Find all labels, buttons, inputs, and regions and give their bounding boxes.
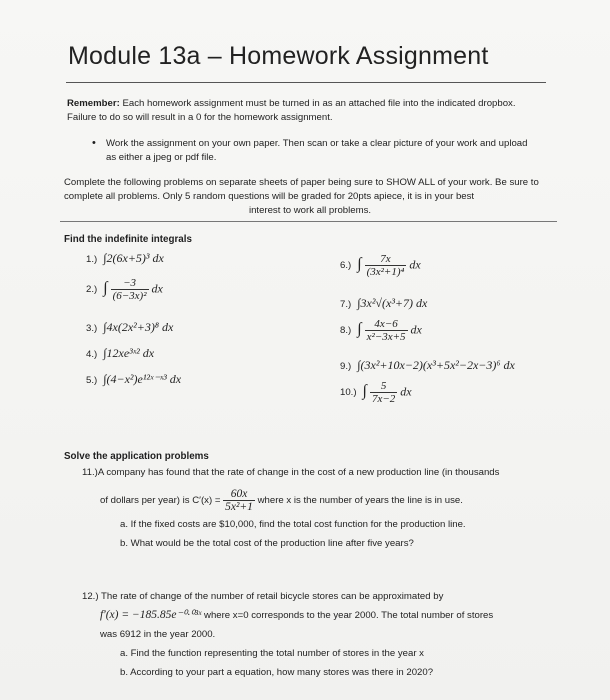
numerator: −3	[111, 277, 149, 290]
numerator: 4x−6	[365, 318, 408, 331]
problem-12-part-a: a. Find the function representing the total number of stores in the year x	[120, 648, 424, 659]
fraction	[365, 318, 408, 343]
remember-note	[67, 97, 537, 125]
numerator: 7x	[365, 253, 407, 266]
page-title: Module 13a – Homework Assignment	[68, 42, 489, 70]
problem-11-line1: 11.)A company has found that the rate of change in the cost of a new production line (in thousands	[82, 467, 500, 478]
fraction	[370, 380, 397, 405]
problem-11-part-b: b. What would be the total cost of the production line after five years?	[120, 538, 414, 549]
problem-12-part-b: b. According to your part a equation, how many stores was there in 2020?	[120, 667, 434, 678]
integrals-heading: Find the indefinite integrals	[64, 234, 192, 245]
problem-2	[86, 277, 163, 302]
denominator: (6−3x)²	[112, 290, 147, 302]
denominator: x²−3x+5	[366, 331, 406, 343]
problem-expression: ∫12xe³ˣ² dx	[103, 346, 155, 360]
fraction	[111, 277, 149, 302]
problem-8	[340, 318, 422, 343]
differential: dx	[409, 257, 421, 272]
problem-10	[340, 380, 412, 405]
problem-number: 9.)	[340, 361, 352, 372]
remember-text: Each homework assignment must be turned in as an attached file into the indicated dropbox. Failure to do so will result in a 0 for the homework assignment.	[67, 98, 516, 123]
problem-1	[86, 251, 164, 266]
problem-expression: ∫3x²√(x³+7) dx	[357, 296, 428, 310]
problem-11-suffix: where x is the number of years the line is in use.	[257, 495, 463, 507]
integral-sign: ∫	[103, 279, 108, 297]
problem-number: 7.)	[340, 299, 352, 310]
instructions-text: Complete the following problems on separate sheets of paper being sure to SHOW ALL of your work. Be sure to complete all problems. Only 5 random questions will be graded for 20pts apiece, it is in your best	[64, 177, 539, 202]
problem-12-suffix: where x=0 corresponds to the year 2000. The total number of stores	[204, 610, 494, 621]
problem-9	[340, 358, 515, 373]
cost-rate-fraction	[223, 488, 255, 513]
problem-number: 10.)	[340, 387, 357, 399]
instructions-divider	[60, 221, 557, 222]
problem-6	[340, 253, 421, 278]
fraction	[365, 253, 407, 278]
problem-number: 6.)	[340, 260, 352, 272]
problem-number: 3.)	[86, 323, 98, 334]
problem-7	[340, 296, 427, 311]
problem-12-line3: was 6912 in the year 2000.	[100, 629, 216, 640]
problem-expression: ∫4x(2x²+3)⁸ dx	[103, 320, 174, 334]
applications-heading: Solve the application problems	[64, 451, 209, 462]
numerator: 60x	[223, 488, 255, 501]
denominator: 5x²+1	[225, 501, 253, 513]
differential: dx	[410, 322, 422, 337]
integral-sign: ∫	[357, 255, 362, 273]
remember-label: Remember:	[67, 98, 120, 109]
problem-number: 2.)	[86, 284, 98, 296]
problem-12-line2	[100, 609, 493, 622]
instructions-center: interest to work all problems.	[248, 205, 372, 216]
title-divider	[66, 82, 546, 83]
store-rate-formula: f′(x) = −185.85e⁻⁰·⁰³ˣ	[100, 609, 202, 621]
problem-11-line2	[100, 488, 463, 513]
problem-expression: ∫(4−x²)e¹²ˣ⁻ˣ³ dx	[103, 372, 182, 386]
problem-expression: ∫2(6x+5)³ dx	[103, 251, 164, 265]
problem-number: 4.)	[86, 349, 98, 360]
problem-expression: ∫(3x²+10x−2)(x³+5x²−2x−3)⁶ dx	[357, 358, 515, 372]
integral-sign: ∫	[357, 320, 362, 338]
numerator: 5	[370, 380, 397, 393]
problem-number: 8.)	[340, 325, 352, 337]
problem-number: 5.)	[86, 375, 98, 386]
integral-sign: ∫	[362, 382, 367, 400]
problem-11-part-a: a. If the fixed costs are $10,000, find the total cost function for the production line.	[120, 519, 466, 530]
problem-number: 1.)	[86, 254, 98, 265]
problem-4	[86, 346, 154, 361]
differential: dx	[400, 384, 412, 399]
denominator: (3x²+1)⁴	[366, 266, 405, 278]
bullet-marker: •	[92, 137, 96, 149]
bullet-text: Work the assignment on your own paper. Then scan or take a clear picture of your work and upload as either a jpeg or pdf file.	[106, 138, 528, 163]
problem-12-line1: 12.) The rate of change of the number of retail bicycle stores can be approximated by	[82, 591, 444, 602]
problem-3	[86, 320, 173, 335]
differential: dx	[151, 281, 163, 296]
denominator: 7x−2	[371, 393, 396, 405]
problem-11-prefix: of dollars per year) is C′(x) =	[100, 495, 221, 507]
problem-5	[86, 372, 181, 387]
